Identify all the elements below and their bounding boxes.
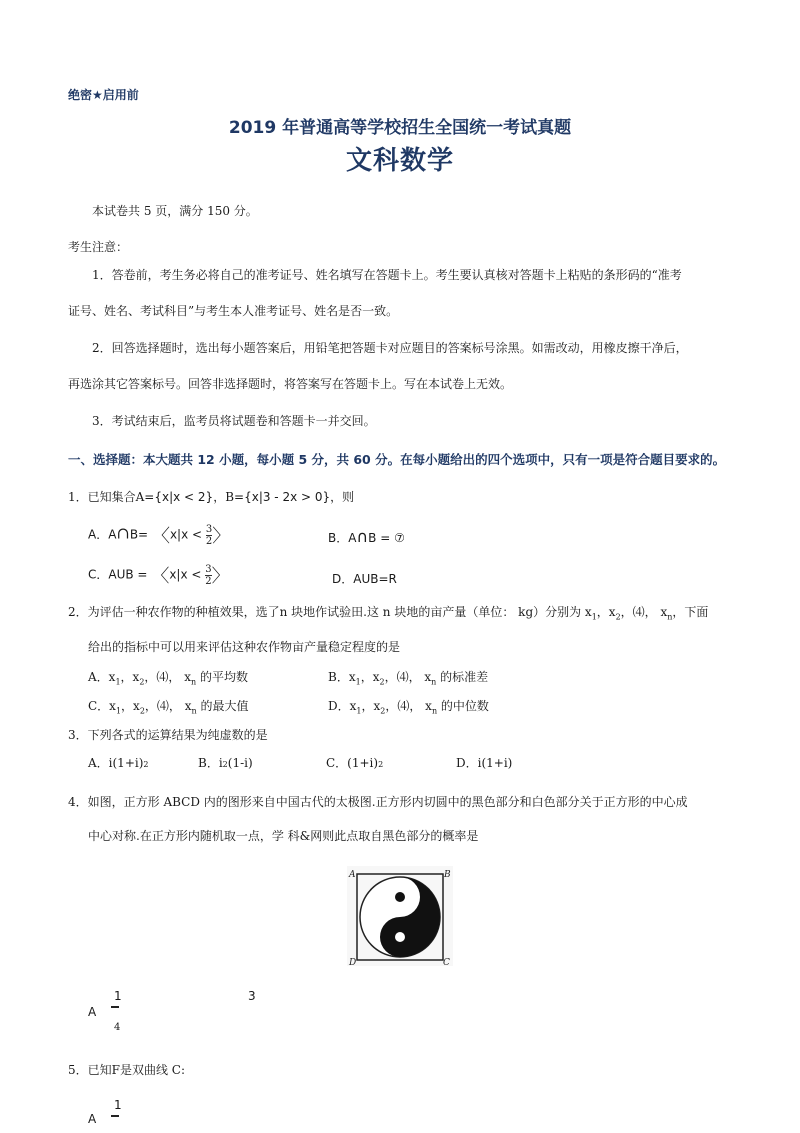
corner-c-label: C (443, 958, 450, 966)
question-1-stem: 1．已知集合A={x|x < 2}，B={x|3 - 2x > 0}，则 (68, 490, 355, 504)
question-1-option-c: C．AUB = 〈x|x < $\frac{3}{2}$ 〉 (88, 563, 230, 587)
question-2-option-a: A．$x_1$，$x_2$，⑷， $x_n$ 的平均数 (88, 670, 248, 687)
question-3-option-a: A．i(1+i)2 (88, 756, 149, 770)
question-1-option-b: B．A∩B = ⑦ (328, 527, 405, 546)
question-2-option-b: B．$x_1$，$x_2$，⑷， $x_n$ 的标准差 (328, 670, 489, 687)
corner-d-label: D (349, 958, 357, 966)
question-2-option-d: D．$x_1$，$x_2$，⑷， $x_n$ 的中位数 (328, 699, 489, 716)
question-2-line-1: 2．为评估一种农作物的种植效果，选了n 块地作试验田.这 n 块地的亩产量（单位： kg）分别为 $x_1$，$x_2$，⑷， $x_n$，下面 (68, 605, 709, 622)
question-3-option-d: D．i(1+i) (456, 756, 513, 770)
notice-2-line-2: 再选涂其它答案标号。回答非选择题时，将答案写在答题卡上。写在本试卷上无效。 (68, 377, 513, 391)
question-1-option-d: D．AUB=R (332, 572, 397, 586)
question-2-option-c: C．$x_1$，$x_2$，⑷， $x_n$ 的最大值 (88, 699, 249, 716)
notice-1-line-2: 证号、姓名、考试科目”与考生本人准考证号、姓名是否一致。 (68, 304, 399, 318)
confidential-label: 绝密★启用前 (68, 88, 139, 102)
question-4-line-1: 4．如图，正方形 ABCD 内的图形来自中国古代的太极图.正方形内切圆中的黑色部分和白色部分关于正方形的中心成 (68, 795, 688, 809)
question-3-stem: 3．下列各式的运算结果为纯虚数的是 (68, 728, 268, 742)
taiji-figure (347, 866, 453, 966)
question-3-option-c: C．(1+i)2 (326, 756, 384, 770)
corner-a-label: A (349, 870, 356, 880)
page-count-note: 本试卷共 5 页，满分 150 分。 (92, 204, 258, 218)
question-4-option-a-label: A (88, 1005, 97, 1019)
taiji-square-diagram (347, 866, 453, 966)
question-4-line-2: 中心对称.在正方形内随机取一点，学 科&网则此点取自黑色部分的概率是 (88, 829, 479, 843)
question-5-stem: 5．已知F是双曲线 C: (68, 1063, 186, 1077)
notice-3: 3．考试结束后，监考员将试题卷和答题卡一并交回。 (92, 414, 376, 428)
question-4-option-b-numerator: 3 (248, 989, 256, 1003)
question-5-option-a-fraction-bar (111, 1115, 119, 1117)
question-5-option-a-label: A (88, 1112, 97, 1126)
fraction-3-2: $\frac{3}{2}$ (205, 563, 212, 587)
notice-heading: 考生注意： (68, 240, 129, 254)
corner-b-label: B (444, 870, 451, 880)
question-2-line-2: 给出的指标中可以用来评估这种农作物亩产量稳定程度的是 (88, 640, 401, 654)
exam-title: 2019 年普通高等学校招生全国统一考试真题 (228, 118, 572, 138)
notice-2-line-1: 2．回答选择题时，选出每小题答案后，用铅笔把答题卡对应题目的答案标号涂黑。如需改动，用橡皮擦干净后， (92, 341, 688, 355)
question-3-option-b: B．i2(1-i) (198, 756, 253, 770)
question-4-option-a-numerator: 1 (114, 989, 122, 1003)
question-4-option-a-fraction-bar (111, 1006, 119, 1008)
question-5-option-a-numerator: 1 (114, 1098, 122, 1112)
notice-1-line-1: 1．答卷前，考生务必将自己的准考证号、姓名填写在答题卡上。考生要认真核对答题卡上粘贴的条形码的“准考 (92, 268, 682, 282)
question-1-option-a: A．A∩B= 〈x|x < $\frac{3}{2}$ 〉 (88, 523, 231, 547)
section-1-heading: 一、选择题：本大题共 12 小题，每小题 5 分，共 60 分。在每小题给出的四个选项中，只有一项是符合题目要求的。 (68, 452, 726, 467)
fraction-3-2: $\frac{3}{2}$ (205, 523, 213, 547)
question-4-option-a-denominator: 4 (114, 1022, 121, 1033)
exam-subject: 文科数学 (345, 146, 454, 176)
